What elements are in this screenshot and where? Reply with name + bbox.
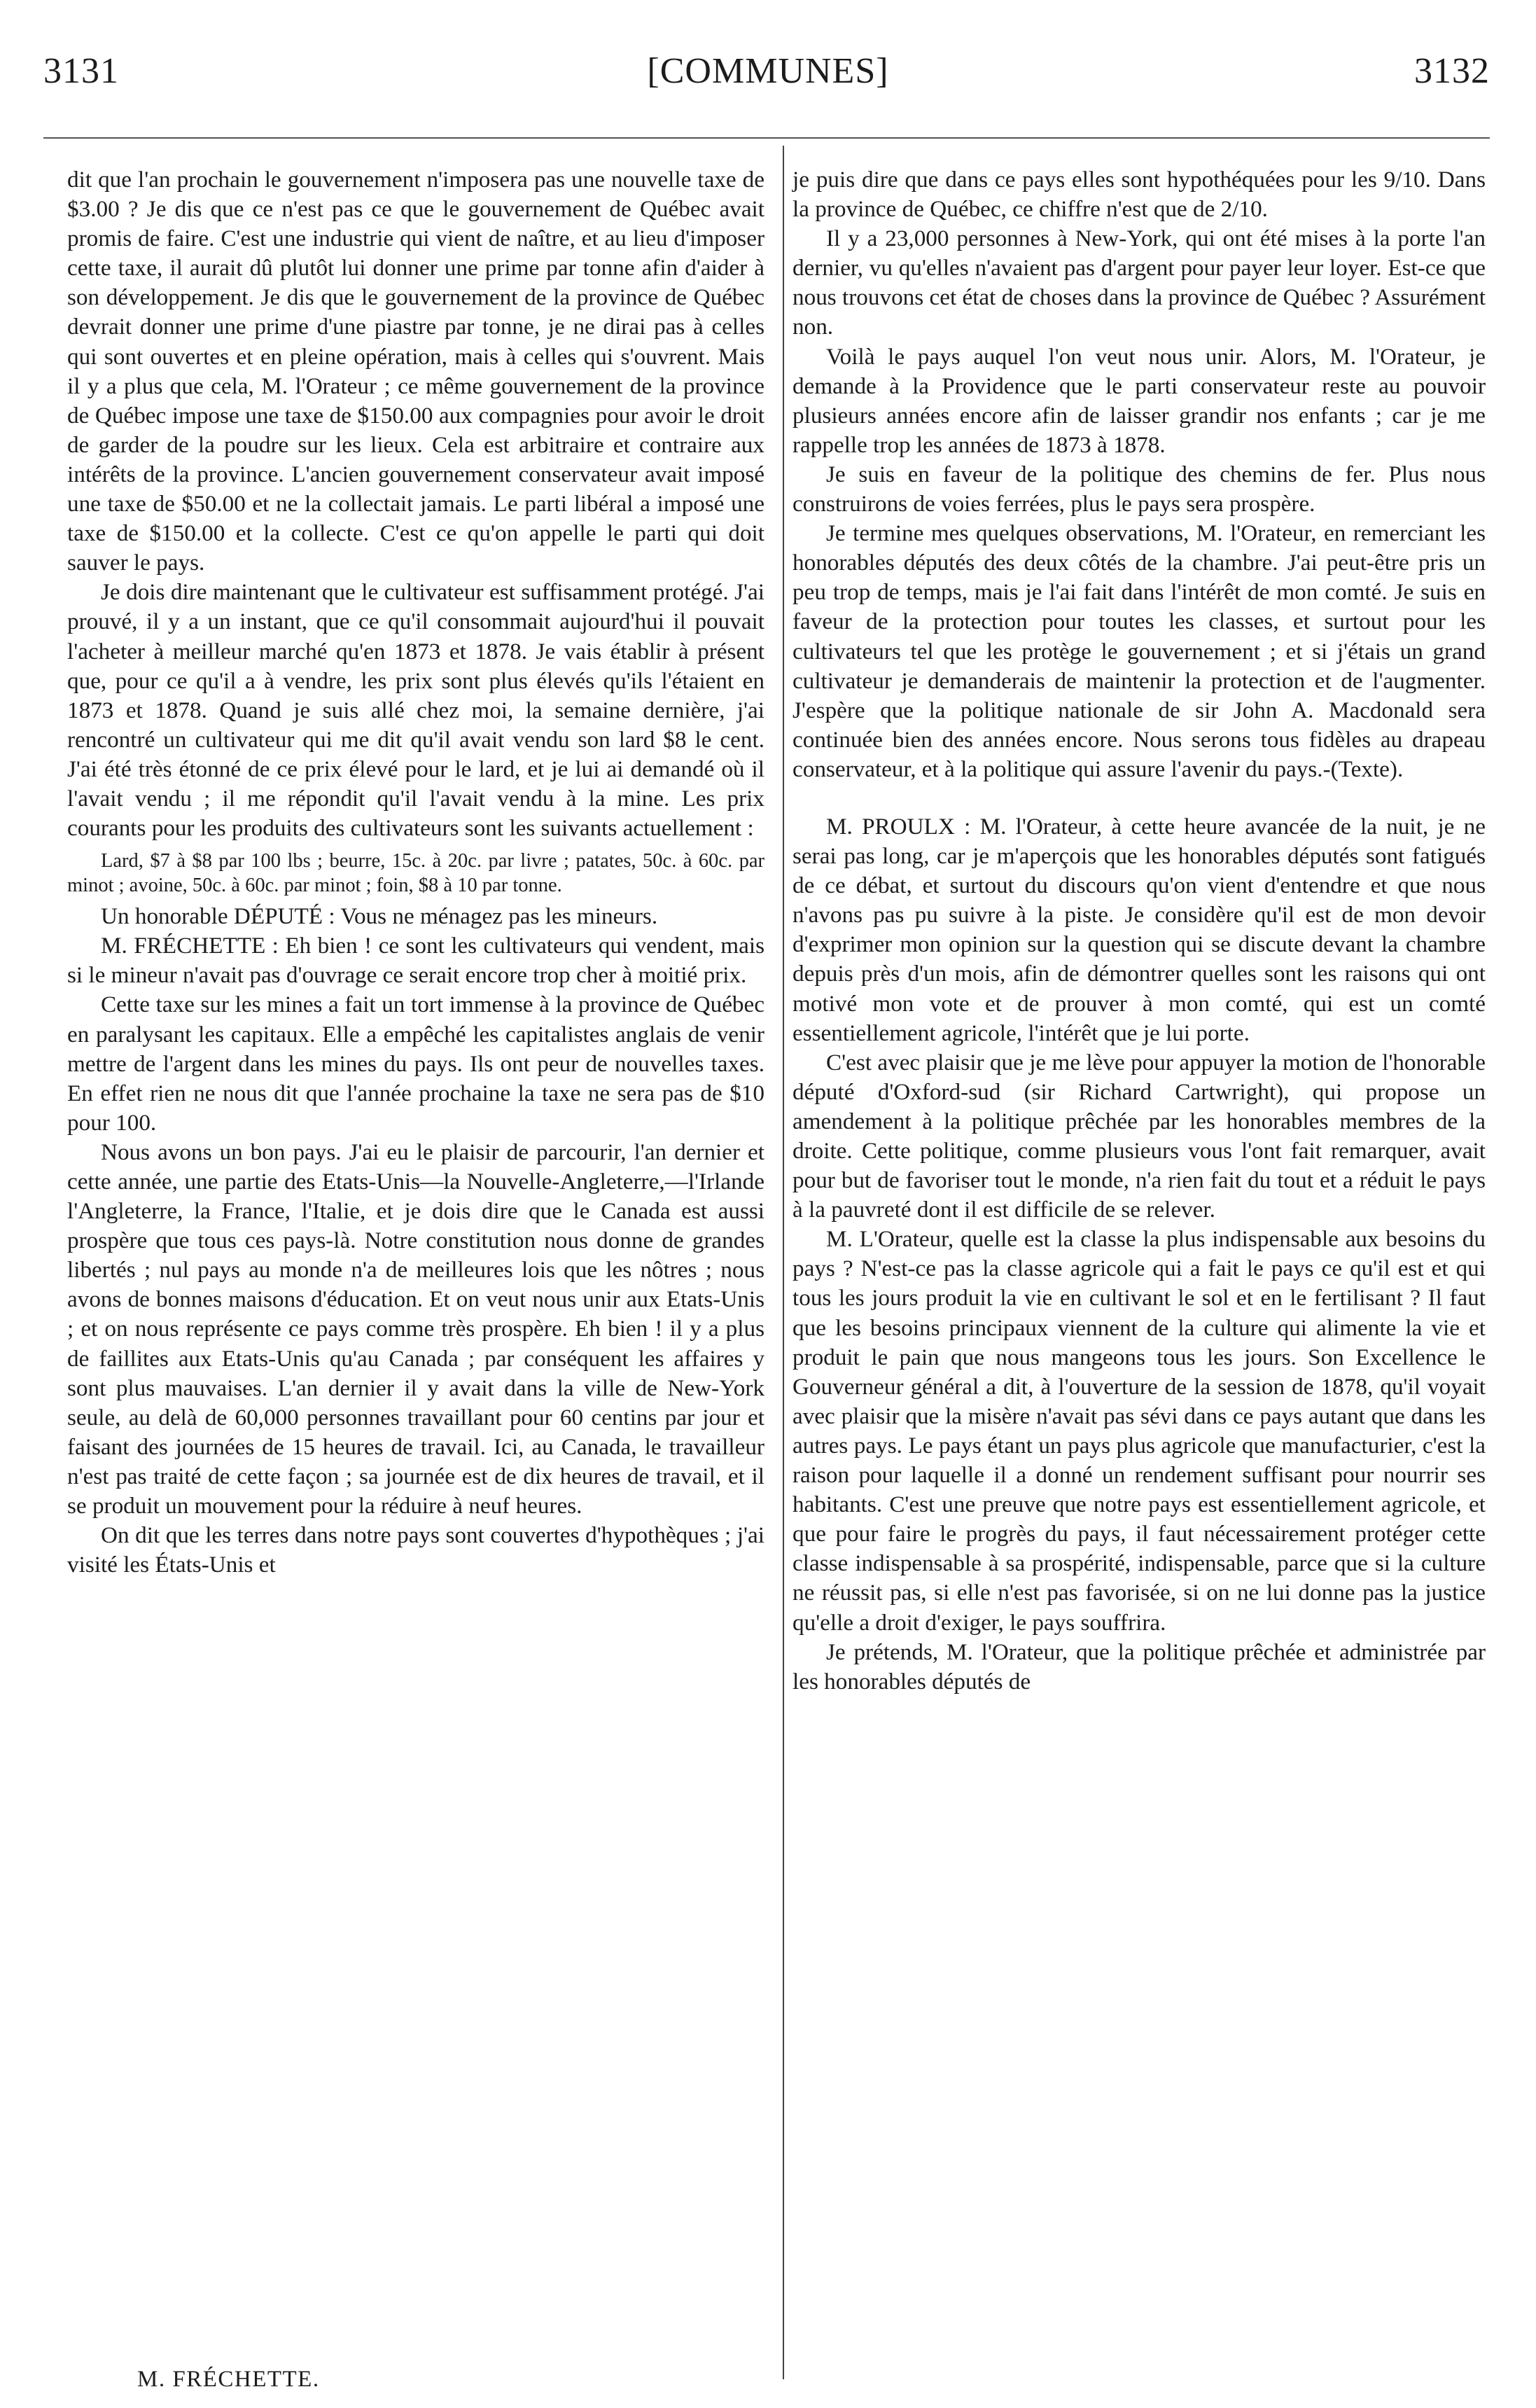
column-divider xyxy=(783,146,784,2379)
paragraph: M. FRÉCHETTE : Eh bien ! ce sont les cultivateurs qui vendent, mais si le mineur n'avait pas d'ouvrage ce serait encore trop cher à moitié prix. xyxy=(67,933,764,989)
paragraph: Je prétends, M. l'Orateur, que la politique prêchée et administrée par les honorables députés de xyxy=(793,1638,1486,1694)
speaker-footer: M. FRÉCHETTE. xyxy=(137,2367,320,2392)
running-header: [COMMUNES] xyxy=(647,51,889,91)
paragraph: Je termine mes quelques observations, M. l'Orateur, en remerciant les honorables députés des deux côtés de la chambre. J'ai peut-être pris un peu trop de temps, mais je l'ai fait dans l'intérêt de mon comté. Je suis en faveur de la protection pour toutes les classes, et surtout pour les cultivateurs tel que les protège le gouvernement ; et si j'étais un grand cultivateur je demanderais de maintenir la protection et de l'augmenter. J'espère que la politique nationale de sir John A. Macdonald sera continuée bien des années encore. Nous serons tous fidèles au drapeau conservateur, et à la politique qui assure l'avenir du pays.-(Texte). xyxy=(793,520,1486,782)
paragraph: M. PROULX : M. l'Orateur, à cette heure avancée de la nuit, je ne serai pas long, car je m'aperçois que les honorables députés sont fatigués de ce débat, et surtout du discours qu'on vient d'entendre et que nous n'avons pas pu suivre à la piste. Je considère qu'il est de mon devoir d'exprimer mon opinion sur la question qui se discute devant la chambre depuis près d'un mois, afin de démontrer quelles sont les raisons qui ont motivé mon vote et de prouver à mon comté, qui est un comté essentiellement agricole, l'intérêt que je lui porte. xyxy=(793,813,1486,1046)
page-number-left: 3131 xyxy=(43,51,119,91)
paragraph: Voilà le pays auquel l'on veut nous unir. Alors, M. l'Orateur, je demande à la Providence que le parti conservateur reste au pouvoir plusieurs années encore afin de laisser grandir nos enfants ; car je me rappelle trop les années de 1873 à 1878. xyxy=(793,343,1486,458)
paragraph: On dit que les terres dans notre pays sont couvertes d'hypothèques ; j'ai visité les États-Unis et xyxy=(67,1522,764,1578)
left-column xyxy=(67,165,764,1580)
paragraph: je puis dire que dans ce pays elles sont hypothéquées pour les 9/10. Dans la province de Québec, ce chiffre n'est que de 2/10. xyxy=(793,167,1486,223)
paragraph: C'est avec plaisir que je me lève pour appuyer la motion de l'honorable député d'Oxford-sud (sir Richard Cartwright), qui propose un amendement à la politique prêchée par les honorables membres de la droite. Cette politique, comme plusieurs vous l'ont fait remarquer, avait pour but de favoriser tout le monde, n'a rien fait du tout et a réduit le pays à la pauvreté dont il est difficile de se relever. xyxy=(793,1049,1486,1223)
right-column xyxy=(793,165,1486,1697)
header-rule xyxy=(43,137,1490,139)
paragraph: Cette taxe sur les mines a fait un tort immense à la province de Québec en paralysant les capitaux. Elle a empêché les capitalistes anglais de venir mettre de l'argent dans les mines du pays. Ils ont peur de nouvelles taxes. En effet rien ne nous dit que l'année prochaine la taxe ne sera pas de $10 pour 100. xyxy=(67,991,764,1136)
paragraph: Je suis en faveur de la politique des chemins de fer. Plus nous construirons de voies ferrées, plus le pays sera prospère. xyxy=(793,461,1486,517)
paragraph: Il y a 23,000 personnes à New-York, qui ont été mises à la porte l'an dernier, vu qu'elles n'avaient pas d'argent pour payer leur loyer. Est-ce que nous trouvons cet état de choses dans la province de Québec ? Assurément non. xyxy=(793,225,1486,340)
paragraph: Un honorable DÉPUTÉ : Vous ne ménagez pas les mineurs. xyxy=(101,903,658,930)
price-list: Lard, $7 à $8 par 100 lbs ; beurre, 15c. à 20c. par livre ; patates, 50c. à 60c. par minot ; avoine, 50c. à 60c. par minot ; foin, $8 à 10 par tonne. xyxy=(67,850,764,897)
paragraph: dit que l'an prochain le gouvernement n'imposera pas une nouvelle taxe de $3.00 ? Je dis que ce n'est pas ce que le gouvernement de Québec avait promis de faire. C'est une industrie qui vient de naître, et au lieu d'imposer cette taxe, il aurait dû plutôt lui donner une prime par tonne afin d'aider à son développement. Je dis que le gouvernement de la province de Québec devrait donner une prime d'une piastre par tonne, je ne dirai pas à celles qui sont ouvertes et en pleine opération, mais à celles qui s'ouvrent. Mais il y a plus que cela, M. l'Orateur ; ce même gouvernement de la province de Québec impose une taxe de $150.00 aux compagnies pour avoir le droit de garder de la poudre sur les lieux. Cela est arbitraire et contraire aux intérêts de la province. L'ancien gouvernement conservateur avait imposé une taxe de $50.00 et ne la collectait jamais. Le parti libéral a imposé une taxe de $150.00 et la collecte. C'est ce qu'on appelle le parti qui doit sauver le pays. xyxy=(67,167,764,576)
paragraph: Je dois dire maintenant que le cultivateur est suffisamment protégé. J'ai prouvé, il y a un instant, que ce qu'il consommait aujourd'hui il pouvait l'acheter à meilleur marché qu'en 1873 et 1878. Je vais établir à présent que, pour ce qu'il a à vendre, les prix sont plus élevés qu'ils l'étaient en 1873 et 1878. Quand je suis allé chez moi, la semaine dernière, j'ai rencontré un cultivateur qui me dit qu'il avait vendu son lard $8 le cent. J'ai été très étonné de ce prix élevé pour le lard, et je lui ai demandé où il l'avait vendu ; il me répondit qu'il l'avait vendu à la mine. Les prix courants pour les produits des cultivateurs sont les suivants actuellement : xyxy=(67,579,764,842)
page-number-right: 3132 xyxy=(1414,51,1490,91)
paragraph: M. L'Orateur, quelle est la classe la plus indispensable aux besoins du pays ? N'est-ce pas la classe agricole qui a fait le pays ce qu'il est et qui tous les jours produit la vie en cultivant le sol et en le fertilisant ? Il faut que les besoins principaux viennent de la culture qui alimente la vie et produit le pain que nous mangeons tous les jours. Son Excellence le Gouverneur général a dit, à l'ouverture de la session de 1878, qu'il voyait avec plaisir que la misère n'avait pas sévi dans ce pays autant que dans les autres pays. Le pays étant un pays plus agricole que manufacturier, c'est la raison pour laquelle il a donné un rendement suffisant pour nourrir ses habitants. C'est une preuve que notre pays est essentiellement agricole, et que pour faire le progrès du pays, il faut nécessairement protéger cette classe indispensable à sa prospérité, indispensable, parce que si la culture ne réussit pas, si elle n'est pas favorisée, si on ne lui donne pas la justice qu'elle a droit d'exiger, le pays souffrira. xyxy=(793,1226,1486,1636)
paragraph: Nous avons un bon pays. J'ai eu le plaisir de parcourir, l'an dernier et cette année, une partie des Etats-Unis—la Nouvelle-Angleterre,—l'Irlande l'Angleterre, la France, l'Italie, et je dois dire que le Canada est aussi prospère que tous ces pays-là. Notre constitution nous donne de grandes libertés ; nul pays au monde n'a de meilleures lois que les nôtres ; nous avons de bonnes maisons d'éducation. Et on veut nous unir aux Etats-Unis ; et on nous représente ce pays comme très prospère. Eh bien ! il y a plus de faillites aux Etats-Unis qu'au Canada ; par conséquent les affaires y sont plus mauvaises. L'an dernier il y avait dans la ville de New-York seule, au delà de 60,000 personnes travaillant pour 60 centins par jour et faisant des journées de 15 heures de travail. Ici, au Canada, le travailleur n'est pas traité de cette façon ; sa journée est de dix heures de travail, et il se produit un mouvement pour la réduire à neuf heures. xyxy=(67,1139,764,1519)
